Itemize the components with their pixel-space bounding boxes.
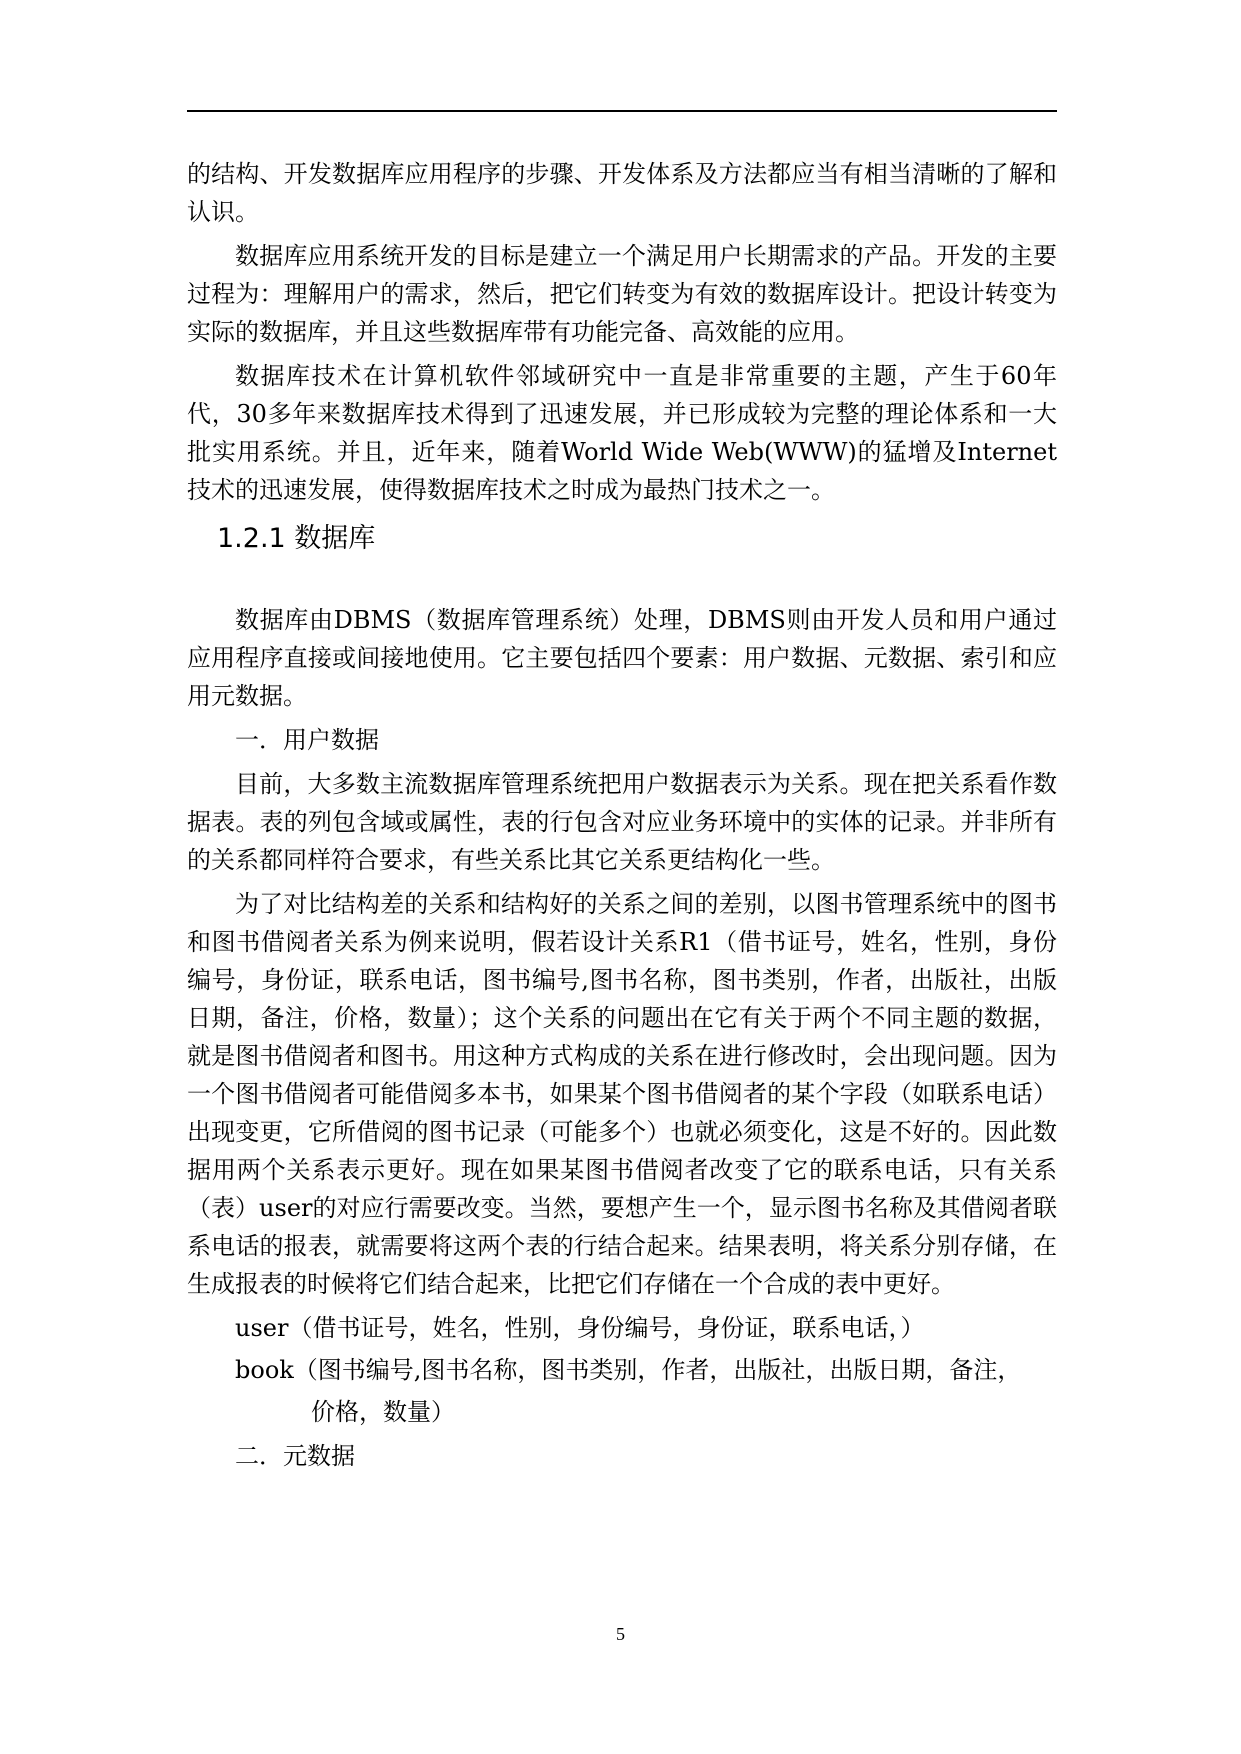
header-rule	[187, 110, 1057, 112]
paragraph-database-technology: 数据库技术在计算机软件邻域研究中一直是非常重要的主题，产生于60年代，30多年来数据库技术得到了迅速发展，并已形成较为完整的理论体系和一大批实用系统。并且，近年来，随着World Wide Web(WWW)的猛增及Internet技术的迅速发展，使得数据库技术之时成为最热门技术之一。	[187, 362, 1057, 504]
paragraph-development-goal: 数据库应用系统开发的目标是建立一个满足用户长期需求的产品。开发的主要过程为：理解用户的需求，然后，把它们转变为有效的数据库设计。把设计转变为实际的数据库，并且这些数据库带有功能完备、高效能的应用。	[187, 242, 1057, 346]
relation-user: user（借书证号，姓名，性别，身份编号，身份证，联系电话，）	[235, 1314, 925, 1342]
subheading-metadata: 二．元数据	[235, 1442, 355, 1470]
relation-book-continued: 价格，数量）	[311, 1398, 455, 1426]
section-heading: 1.2.1 数据库	[217, 523, 376, 554]
subheading-user-data: 一．用户数据	[235, 726, 379, 754]
paragraph-relations: 目前，大多数主流数据库管理系统把用户数据表示为关系。现在把关系看作数据表。表的列包含域或属性，表的行包含对应业务环境中的实体的记录。并非所有的关系都同样符合要求，有些关系比其它关系更结构化一些。	[187, 770, 1057, 874]
paragraph-dbms: 数据库由DBMS（数据库管理系统）处理，DBMS则由开发人员和用户通过应用程序直接或间接地使用。它主要包括四个要素：用户数据、元数据、索引和应用元数据。	[187, 606, 1057, 710]
page-number: 5	[616, 1624, 625, 1644]
paragraph-relation-example: 为了对比结构差的关系和结构好的关系之间的差别，以图书管理系统中的图书和图书借阅者关系为例来说明，假若设计关系R1（借书证号，姓名，性别，身份编号，身份证，联系电话，图书编号,图书名称，图书类别，作者，出版社，出版日期，备注，价格，数量）；这个关系的问题出在它有关于两个不同主题的数据，就是图书借阅者和图书。用这种方式构成的关系在进行修改时，会出现问题。因为一个图书借阅者可能借阅多本书，如果某个图书借阅者的某个字段（如联系电话）出现变更，它所借阅的图书记录（可能多个）也就必须变化，这是不好的。因此数据用两个关系表示更好。现在如果某图书借阅者改变了它的联系电话，只有关系（表）user的对应行需要改变。当然，要想产生一个，显示图书名称及其借阅者联系电话的报表，就需要将这两个表的行结合起来。结果表明，将关系分别存储，在生成报表的时候将它们结合起来，比把它们存储在一个合成的表中更好。	[187, 890, 1057, 1298]
relation-book: book（图书编号,图书名称，图书类别，作者，出版社，出版日期，备注，	[235, 1356, 1022, 1384]
document-body	[187, 155, 1057, 1481]
paragraph-continuation: 的结构、开发数据库应用程序的步骤、开发体系及方法都应当有相当清晰的了解和认识。	[187, 160, 1057, 226]
